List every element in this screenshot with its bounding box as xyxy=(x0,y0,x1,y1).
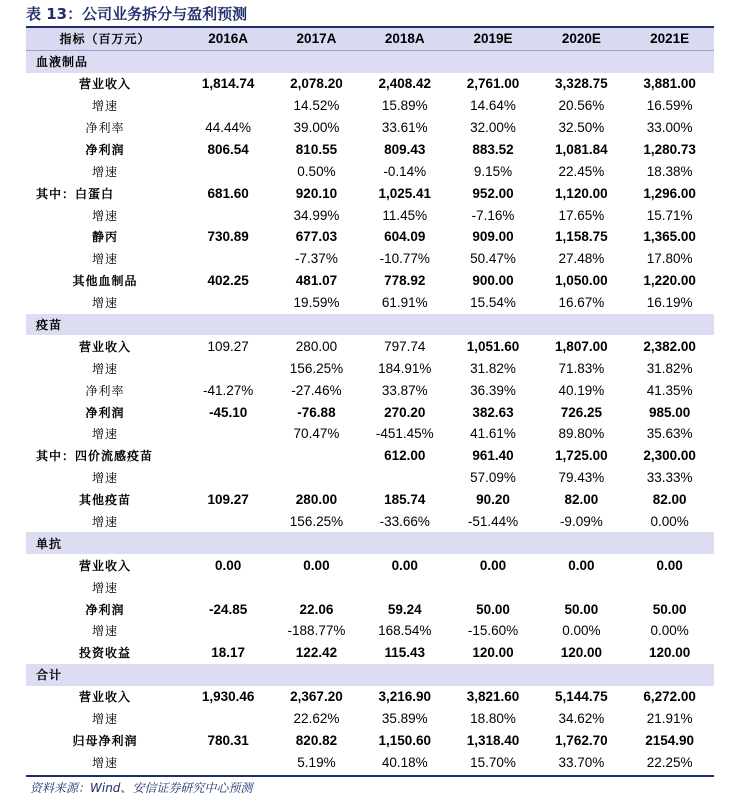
section-label: 血液制品 xyxy=(36,55,89,70)
value-cell: 35.63% xyxy=(646,426,693,442)
value-cell: 61.91% xyxy=(381,295,428,311)
table-row xyxy=(26,226,714,248)
value-cell: 1,158.75 xyxy=(555,229,608,245)
value-cell: 3,216.90 xyxy=(378,689,432,705)
table-row xyxy=(26,117,714,139)
value-cell: 57.09% xyxy=(470,470,516,486)
table-row xyxy=(26,204,714,226)
value-cell: 681.60 xyxy=(207,185,249,201)
value-cell: -451.45% xyxy=(375,426,434,442)
value-cell: 952.00 xyxy=(472,185,514,201)
table-row xyxy=(26,379,714,401)
value-cell: 11.45% xyxy=(382,207,428,223)
value-cell: 39.00% xyxy=(293,120,340,135)
value-cell: 33.33% xyxy=(646,470,693,486)
value-cell: 810.55 xyxy=(295,141,338,157)
table-row xyxy=(26,620,714,642)
value-cell: 0.50% xyxy=(297,163,336,179)
row-label: 增速 xyxy=(91,296,118,311)
value-cell: 920.10 xyxy=(295,185,338,201)
row-label: 净利润 xyxy=(85,405,125,420)
value-cell: 19.59% xyxy=(293,295,340,311)
header-2020e: 2020E xyxy=(561,31,601,47)
value-cell: 382.63 xyxy=(472,404,514,420)
source-note: 资料来源：Wind、安信证券研究中心预测 xyxy=(30,781,253,795)
row-label: 净利润 xyxy=(85,142,125,157)
value-cell: 16.19% xyxy=(646,295,693,311)
value-cell: 726.25 xyxy=(560,404,602,420)
value-cell: 14.64% xyxy=(470,98,516,114)
value-cell: 22.62% xyxy=(293,711,340,727)
row-label: 增速 xyxy=(91,208,118,223)
value-cell: 33.70% xyxy=(558,754,605,770)
header-2016a: 2016A xyxy=(208,31,249,47)
value-cell: -7.16% xyxy=(471,207,515,223)
row-label: 增速 xyxy=(91,580,118,595)
row-label: 营业收入 xyxy=(78,339,131,354)
value-cell: 168.54% xyxy=(378,623,432,639)
value-cell: 481.07 xyxy=(295,273,338,289)
value-cell: -15.60% xyxy=(467,623,519,639)
header-2018a: 2018A xyxy=(384,31,425,47)
table-row xyxy=(26,467,714,489)
value-cell: 82.00 xyxy=(652,492,687,508)
forecast-table xyxy=(26,26,714,773)
table-row xyxy=(26,292,714,314)
value-cell: 22.25% xyxy=(646,754,693,770)
value-cell: 730.89 xyxy=(207,229,249,245)
value-cell: -51.44% xyxy=(467,514,519,530)
value-cell: 59.24 xyxy=(387,601,422,617)
value-cell: -7.37% xyxy=(295,251,338,267)
value-cell: 402.25 xyxy=(207,273,249,289)
value-cell: 1,365.00 xyxy=(643,229,696,245)
value-cell: -188.77% xyxy=(287,623,346,639)
row-label: 其他血制品 xyxy=(72,274,138,289)
value-cell: 120.00 xyxy=(648,645,691,661)
value-cell: 0.00 xyxy=(215,557,242,573)
section-row xyxy=(26,314,714,336)
section-row xyxy=(26,664,714,686)
value-cell: 0.00 xyxy=(568,557,595,573)
value-cell: 1,220.00 xyxy=(643,273,696,289)
row-label: 其中：四价流感疫苗 xyxy=(36,449,154,464)
value-cell: 16.59% xyxy=(646,98,693,114)
row-label: 增速 xyxy=(91,755,118,770)
row-label: 增速 xyxy=(91,712,118,727)
value-cell: 21.91% xyxy=(646,711,693,727)
value-cell: 50.00 xyxy=(564,601,599,617)
value-cell: 270.20 xyxy=(384,404,426,420)
table-row xyxy=(26,95,714,117)
row-label: 增速 xyxy=(91,624,118,639)
value-cell: 22.45% xyxy=(558,163,605,179)
value-cell: 3,881.00 xyxy=(643,76,696,92)
value-cell: 14.52% xyxy=(293,98,340,114)
value-cell: 35.89% xyxy=(381,711,428,727)
value-cell: 41.61% xyxy=(470,426,516,442)
value-cell: 797.74 xyxy=(384,338,426,354)
value-cell: 34.99% xyxy=(293,207,340,223)
value-cell: 604.09 xyxy=(384,229,426,245)
value-cell: 31.82% xyxy=(470,360,516,376)
value-cell: 1,051.60 xyxy=(466,338,520,354)
section-row xyxy=(26,532,714,554)
row-label: 增速 xyxy=(91,99,118,114)
value-cell: 15.71% xyxy=(646,207,693,223)
value-cell: 2,408.42 xyxy=(378,76,432,92)
table-row xyxy=(26,357,714,379)
table-row xyxy=(26,576,714,598)
value-cell: 0.00% xyxy=(650,514,689,530)
row-label: 增速 xyxy=(91,361,118,376)
value-cell: 0.00 xyxy=(479,557,507,573)
value-cell: 40.18% xyxy=(381,754,428,770)
value-cell: 79.43% xyxy=(558,470,605,486)
table-row xyxy=(26,182,714,204)
table-row xyxy=(26,445,714,467)
row-label: 营业收入 xyxy=(78,558,131,573)
value-cell: 18.17 xyxy=(211,645,246,661)
value-cell: 50.00 xyxy=(652,601,687,617)
value-cell: 1,025.41 xyxy=(378,185,432,201)
value-cell: 677.03 xyxy=(295,229,338,245)
value-cell: 985.00 xyxy=(648,404,691,420)
value-cell: 900.00 xyxy=(472,273,514,289)
value-cell: 33.61% xyxy=(381,120,428,135)
row-label: 增速 xyxy=(91,252,118,267)
row-label: 增速 xyxy=(91,164,118,179)
value-cell: 31.82% xyxy=(646,360,693,376)
value-cell: 20.56% xyxy=(558,98,605,114)
value-cell: 5.19% xyxy=(297,754,336,770)
value-cell: 1,280.73 xyxy=(643,141,696,157)
value-cell: 120.00 xyxy=(560,645,602,661)
row-label: 净利率 xyxy=(85,383,125,398)
value-cell: 89.80% xyxy=(558,426,605,442)
row-label: 归母净利润 xyxy=(72,733,138,748)
value-cell: 5,144.75 xyxy=(555,689,608,705)
row-label: 营业收入 xyxy=(78,77,131,92)
value-cell: 9.15% xyxy=(473,163,513,179)
value-cell: 0.00 xyxy=(656,557,683,573)
value-cell: 1,725.00 xyxy=(555,448,608,464)
row-label: 投资收益 xyxy=(78,646,131,661)
value-cell: 32.00% xyxy=(470,120,516,135)
value-cell: 780.31 xyxy=(207,732,249,748)
value-cell: -24.85 xyxy=(209,601,248,617)
value-cell: 6,272.00 xyxy=(643,689,696,705)
value-cell: 15.54% xyxy=(470,295,516,311)
row-label: 营业收入 xyxy=(78,690,131,705)
value-cell: 2,761.00 xyxy=(466,76,520,92)
value-cell: 27.48% xyxy=(558,251,605,267)
value-cell: 156.25% xyxy=(289,360,344,376)
table-row xyxy=(26,270,714,292)
value-cell: 18.38% xyxy=(646,163,693,179)
value-cell: 1,296.00 xyxy=(643,185,696,201)
value-cell: 1,762.70 xyxy=(555,732,608,748)
value-cell: 82.00 xyxy=(564,492,599,508)
value-cell: 50.00 xyxy=(476,601,510,617)
value-cell: 961.40 xyxy=(472,448,514,464)
value-cell: 2,367.20 xyxy=(290,689,343,705)
value-cell: 115.43 xyxy=(384,645,426,661)
value-cell: 1,081.84 xyxy=(555,141,608,157)
table-row xyxy=(26,554,714,576)
value-cell: 40.19% xyxy=(558,382,605,398)
value-cell: -45.10 xyxy=(209,404,248,420)
value-cell: 883.52 xyxy=(472,141,514,157)
row-label: 增速 xyxy=(91,515,118,530)
row-label: 增速 xyxy=(91,471,118,486)
header-2019e: 2019E xyxy=(473,31,513,47)
value-cell: 0.00% xyxy=(562,623,601,639)
value-cell: 2,382.00 xyxy=(643,338,696,354)
value-cell: 109.27 xyxy=(207,492,249,508)
row-label: 静丙 xyxy=(91,230,118,245)
table-bottom-rule xyxy=(26,775,714,777)
value-cell: 2,300.00 xyxy=(643,448,696,464)
value-cell: -10.77% xyxy=(379,251,430,267)
value-cell: 17.65% xyxy=(558,207,605,223)
value-cell: -33.66% xyxy=(379,514,430,530)
value-cell: 0.00 xyxy=(391,557,418,573)
section-label: 单抗 xyxy=(36,536,63,551)
table-row xyxy=(26,423,714,445)
value-cell: 1,807.00 xyxy=(555,338,608,354)
value-cell: 612.00 xyxy=(384,448,426,464)
value-cell: 1,814.74 xyxy=(201,76,255,92)
value-cell: -9.09% xyxy=(559,514,603,530)
row-label: 其他疫苗 xyxy=(78,493,131,508)
table-row xyxy=(26,73,714,95)
value-cell: 71.83% xyxy=(558,360,605,376)
row-label: 增速 xyxy=(91,427,118,442)
table-row xyxy=(26,138,714,160)
value-cell: 44.44% xyxy=(205,120,252,135)
value-cell: 120.00 xyxy=(472,645,514,661)
table-row xyxy=(26,335,714,357)
value-cell: 16.67% xyxy=(558,295,605,311)
table-row xyxy=(26,511,714,533)
value-cell: 0.00% xyxy=(650,623,689,639)
row-label: 净利率 xyxy=(85,121,125,135)
value-cell: 1,120.00 xyxy=(555,185,608,201)
value-cell: 18.80% xyxy=(470,711,516,727)
value-cell: 2154.90 xyxy=(645,732,695,748)
value-cell: 2,078.20 xyxy=(290,76,343,92)
value-cell: 32.50% xyxy=(558,120,605,135)
table-row xyxy=(26,708,714,730)
value-cell: 1,930.46 xyxy=(201,689,255,705)
value-cell: 50.47% xyxy=(470,251,516,267)
value-cell: 109.27 xyxy=(207,338,249,354)
value-cell: 184.91% xyxy=(378,360,432,376)
value-cell: 34.62% xyxy=(558,711,605,727)
value-cell: 156.25% xyxy=(289,514,344,530)
table-row xyxy=(26,401,714,423)
row-label: 其中：白蛋白 xyxy=(36,186,115,201)
value-cell: 17.80% xyxy=(646,251,693,267)
table-row xyxy=(26,686,714,708)
value-cell: 909.00 xyxy=(472,229,514,245)
section-label: 合计 xyxy=(36,668,63,683)
value-cell: 90.20 xyxy=(476,492,510,508)
value-cell: 70.47% xyxy=(293,426,340,442)
row-label: 净利润 xyxy=(85,602,125,617)
table-row xyxy=(26,642,714,664)
header-indicator: 指标（百万元） xyxy=(59,32,151,47)
value-cell: 15.70% xyxy=(470,754,516,770)
value-cell: 36.39% xyxy=(470,382,516,398)
value-cell: 33.87% xyxy=(381,382,428,398)
value-cell: 0.00 xyxy=(303,557,330,573)
value-cell: 1,318.40 xyxy=(466,732,520,748)
value-cell: 3,821.60 xyxy=(466,689,520,705)
value-cell: 122.42 xyxy=(295,645,338,661)
table-row xyxy=(26,730,714,752)
header-2017a: 2017A xyxy=(296,31,337,47)
value-cell: -41.27% xyxy=(203,382,254,398)
value-cell: 41.35% xyxy=(646,382,693,398)
value-cell: -27.46% xyxy=(291,382,342,398)
value-cell: 1,050.00 xyxy=(555,273,608,289)
value-cell: 820.82 xyxy=(295,732,338,748)
value-cell: 280.00 xyxy=(295,492,338,508)
table-row xyxy=(26,751,714,773)
section-label: 疫苗 xyxy=(36,318,63,333)
value-cell: -76.88 xyxy=(297,404,336,420)
section-row xyxy=(26,51,714,73)
table-row xyxy=(26,248,714,270)
table-row xyxy=(26,489,714,511)
value-cell: 809.43 xyxy=(384,141,426,157)
value-cell: 806.54 xyxy=(207,141,249,157)
value-cell: 185.74 xyxy=(384,492,426,508)
header-2021e: 2021E xyxy=(650,31,690,47)
value-cell: 280.00 xyxy=(295,338,338,354)
table-header-row xyxy=(26,26,714,51)
value-cell: -0.14% xyxy=(383,163,427,179)
value-cell: 3,328.75 xyxy=(555,76,608,92)
value-cell: 15.89% xyxy=(381,98,428,114)
table-row xyxy=(26,160,714,182)
table-title: 表 13：公司业务拆分与盈利预测 xyxy=(26,5,248,23)
value-cell: 1,150.60 xyxy=(378,732,432,748)
value-cell: 33.00% xyxy=(646,120,693,135)
table-row xyxy=(26,598,714,620)
value-cell: 778.92 xyxy=(384,273,426,289)
value-cell: 22.06 xyxy=(299,601,334,617)
